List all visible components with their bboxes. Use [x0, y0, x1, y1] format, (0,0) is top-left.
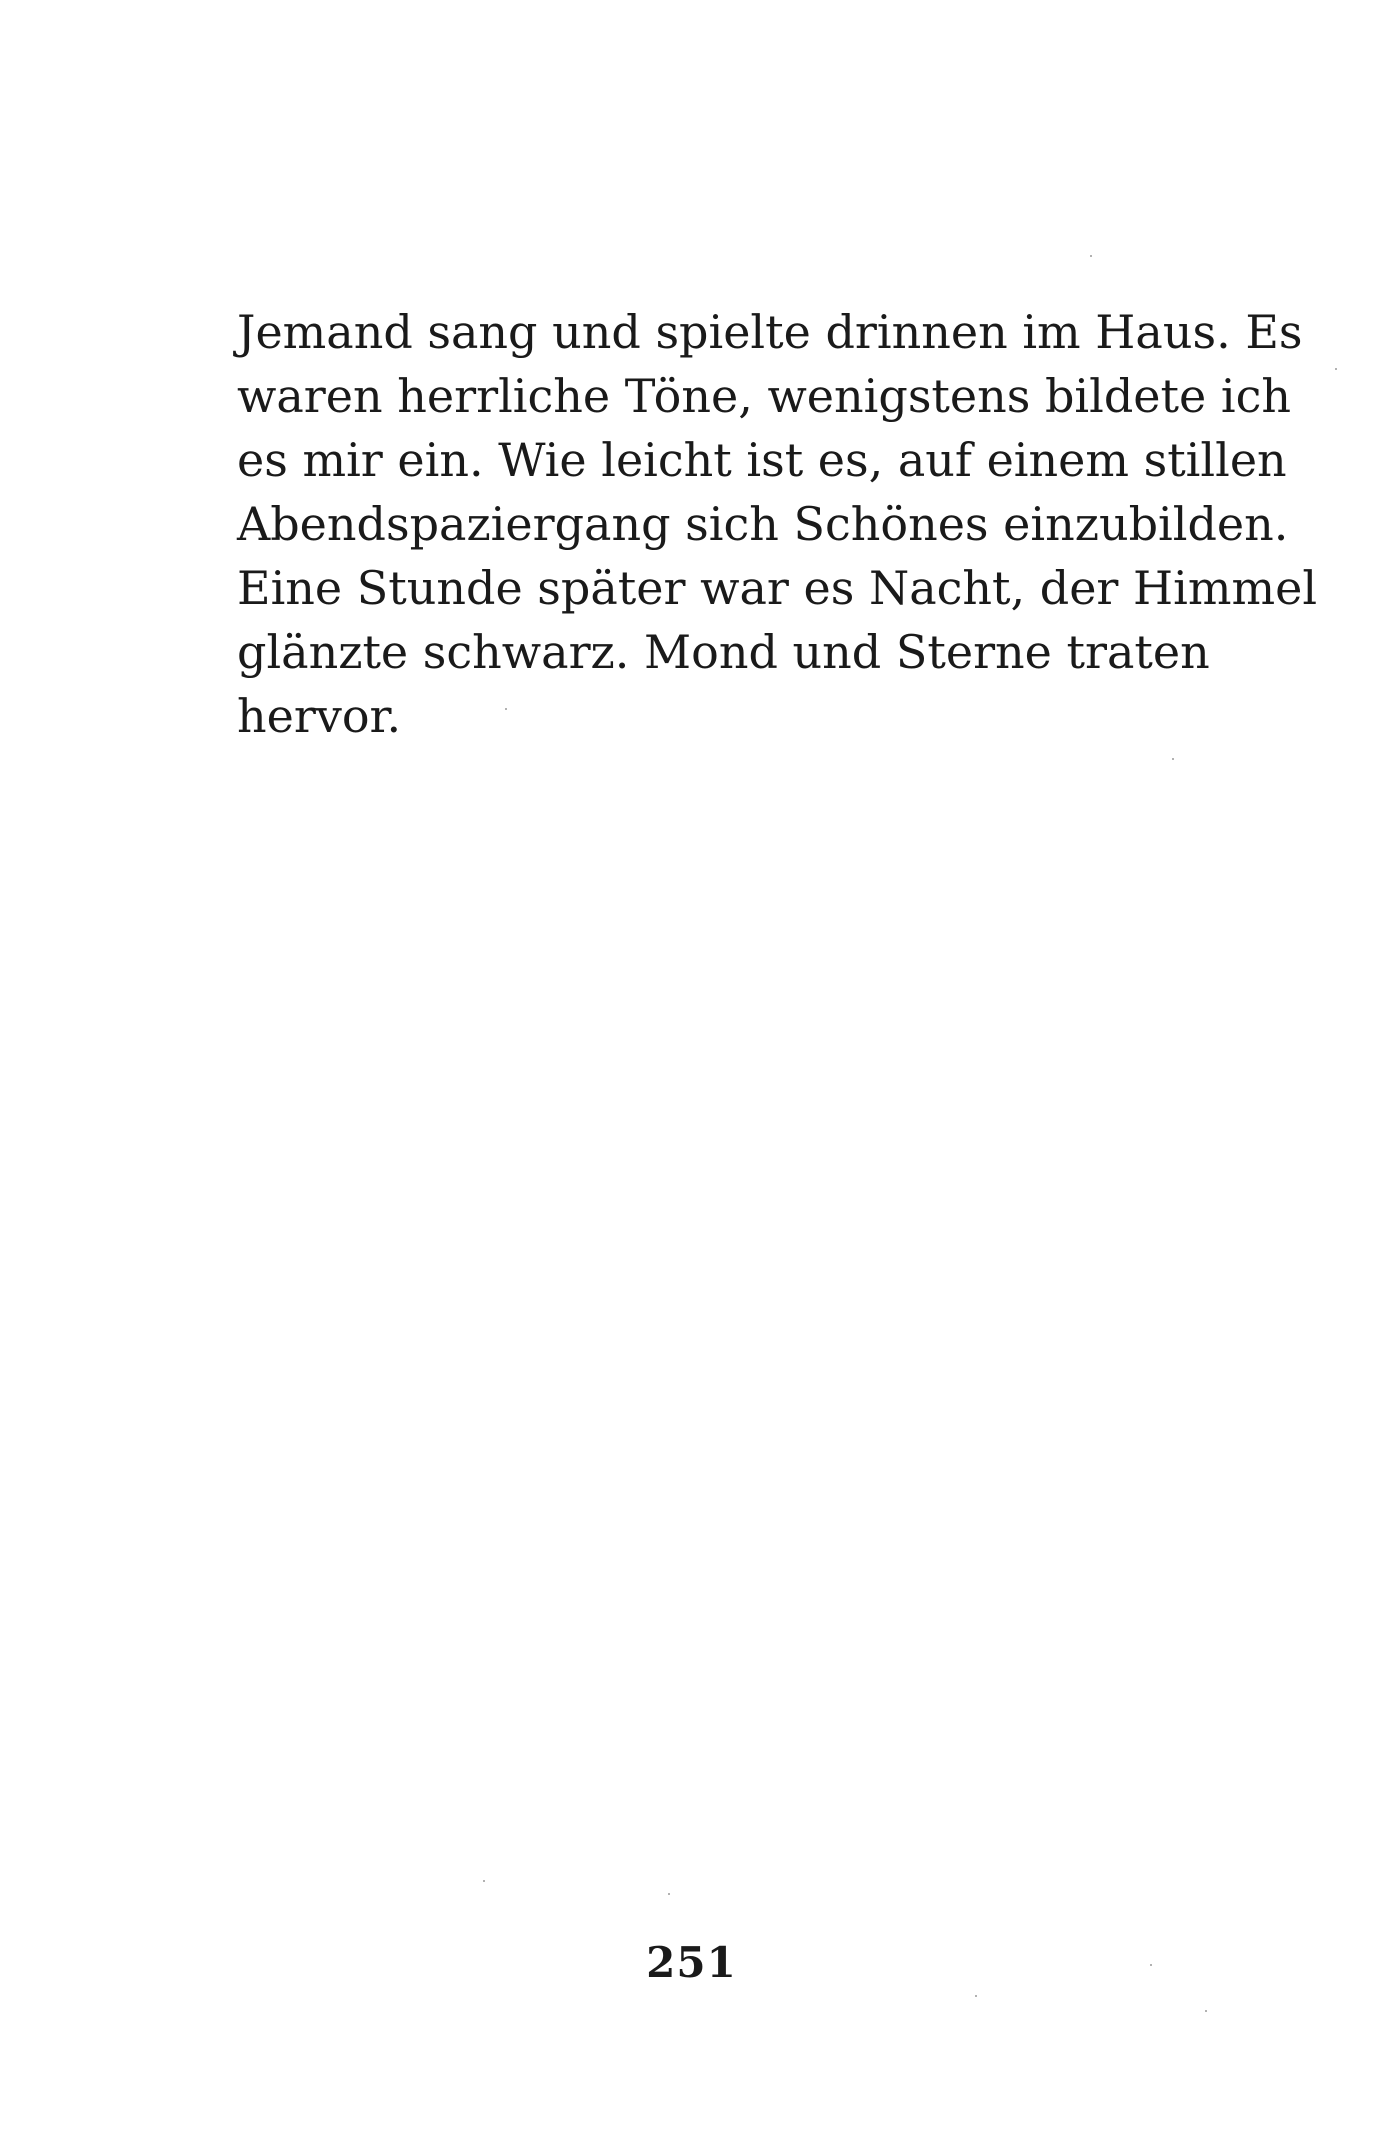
text-line: Abendspaziergang sich Schönes einzubilden. — [237, 497, 1289, 551]
paper-speck — [1335, 368, 1337, 370]
text-line: waren herrliche Töne, wenigstens bildete ich — [237, 369, 1291, 423]
paper-speck — [1172, 758, 1174, 760]
text-line: es mir ein. Wie leicht ist es, auf einem stillen — [237, 433, 1287, 487]
page-number: 251 — [646, 1938, 737, 1987]
paper-speck — [505, 708, 507, 710]
paragraph — [237, 300, 1318, 748]
paper-speck — [668, 1893, 670, 1895]
text-line: hervor. — [237, 689, 402, 743]
text-line: Jemand sang und spielte drinnen im Haus. Es — [237, 305, 1303, 359]
paper-speck — [1090, 255, 1092, 257]
text-line: Eine Stunde später war es Nacht, der Himmel — [237, 561, 1318, 615]
paper-speck — [1205, 2010, 1207, 2012]
paper-speck — [1150, 1964, 1152, 1966]
text-line: glänzte schwarz. Mond und Sterne traten — [237, 625, 1210, 679]
paper-speck — [483, 1880, 485, 1882]
paper-speck — [975, 1995, 977, 1997]
